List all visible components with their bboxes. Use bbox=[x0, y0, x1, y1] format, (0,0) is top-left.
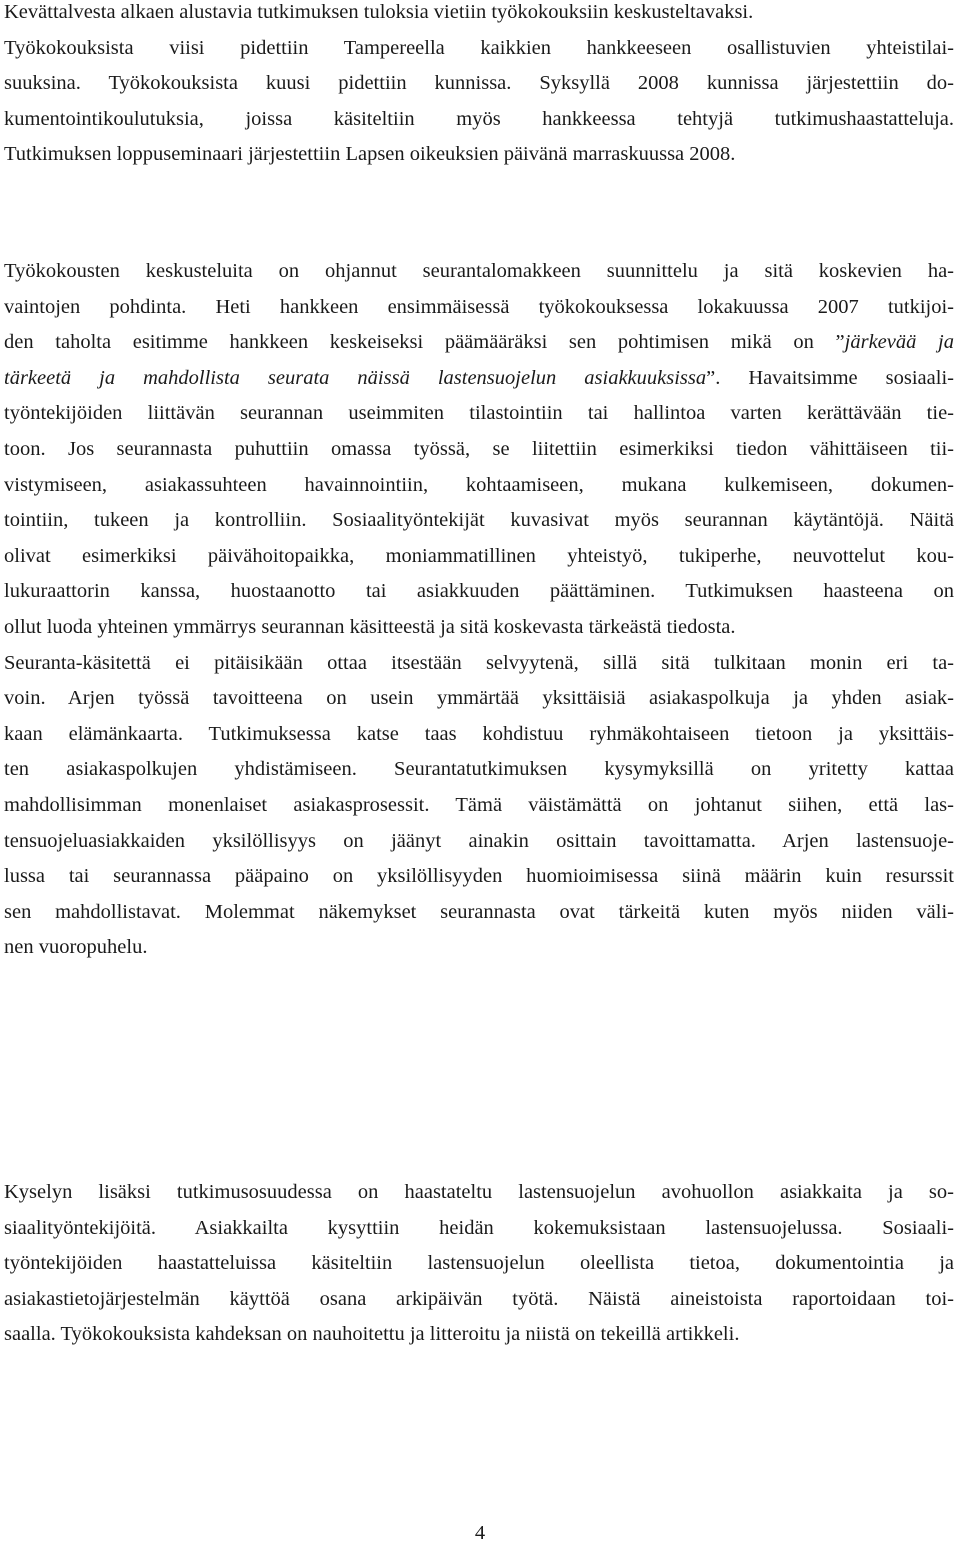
text-line: kumentointikoulutuksia, joissa käsiteltiin myös hankkeessa tehtyjä tutkimushaastatteluja. bbox=[4, 107, 954, 130]
text-line: voin. Arjen työssä tavoitteena on usein ymmärtää yksittäisiä asiakaspolkuja ja yhden asiak- bbox=[4, 687, 954, 710]
text-line bbox=[4, 325, 954, 361]
text-line: asiakastietojärjestelmän käyttöä osana arkipäivän työtä. Näistä aineistoista raportoidaan toi- bbox=[4, 1287, 954, 1310]
text-line: siaalityöntekijöitä. Asiakkailta kysyttiin heidän kokemuksistaan lastensuojelussa. Sosiaali- bbox=[4, 1216, 954, 1239]
text-segment: den taholta esitimme hankkeen keskeiseksi päämääräksi sen pohtimisen mikä on ” bbox=[4, 331, 845, 354]
paragraph-interviews bbox=[4, 1175, 954, 1353]
text-line: kaan elämänkaarta. Tutkimuksessa katse taas kohdistuu ryhmäkohtaiseen tietoon ja yksittäis- bbox=[4, 722, 954, 745]
text-line: sen mahdollistavat. Molemmat näkemykset seurannasta ovat tärkeitä kuten myös niiden väli- bbox=[4, 900, 954, 923]
text-line: ollut luoda yhteinen ymmärrys seurannan käsitteestä ja sitä koskevasta tärkeästä tiedosta. bbox=[4, 615, 736, 638]
text-line: Kyselyn lisäksi tutkimusosuudessa on haastateltu lastensuojelun avohuollon asiakkaita ja so- bbox=[4, 1181, 954, 1203]
text-line: vaintojen pohdinta. Heti hankkeen ensimmäisessä työkokouksessa lokakuussa 2007 tutkijoi- bbox=[4, 295, 954, 318]
paragraph-workshops bbox=[4, 0, 954, 173]
text-line: ten asiakaspolkujen yhdistämiseen. Seurantatutkimuksen kysymyksillä on yritetty kattaa bbox=[4, 758, 954, 781]
text-line: tensuojeluasiakkaiden yksilöllisyys on jäänyt ainakin osittain tavoittamatta. Arjen lastensuoje- bbox=[4, 829, 954, 852]
italic-segment: tärkeetä ja mahdollista seurata näissä lastensuojelun asiakkuuksissa bbox=[4, 366, 707, 389]
text-line: saalla. Työkokouksista kahdeksan on nauhoitettu ja litteroitu ja niistä on tekeillä artikkeli. bbox=[4, 1323, 740, 1346]
text-line: Työkokouksista viisi pidettiin Tampereella kaikkien hankkeeseen osallistuvien yhteistilai- bbox=[4, 36, 954, 59]
text-segment: ”. Havaitsimme sosiaali- bbox=[706, 366, 954, 389]
text-line bbox=[4, 361, 954, 397]
text-line: vistymiseen, asiakassuhteen havainnointiin, kohtaamiseen, mukana kulkemiseen, dokumen- bbox=[4, 473, 954, 496]
text-line: nen vuoropuhelu. bbox=[4, 936, 148, 959]
text-line: Seuranta-käsitettä ei pitäisikään ottaa itsestään selvyytenä, sillä sitä tulkitaan monin eri ta- bbox=[4, 651, 954, 674]
paragraph-discussions bbox=[4, 254, 954, 966]
text-line: Tutkimuksen loppuseminaari järjestettiin Lapsen oikeuksien päivänä marraskuussa 2008. bbox=[4, 143, 736, 166]
text-line: lukuraattorin kanssa, huostaanotto tai asiakkuuden päättäminen. Tutkimuksen haasteena on bbox=[4, 580, 954, 603]
text-line: tointiin, tukeen ja kontrolliin. Sosiaalityöntekijät kuvasivat myös seurannan käytäntöjä. Näitä bbox=[4, 509, 954, 532]
text-line: lussa tai seurannassa pääpaino on yksilöllisyyden huomioimisessa siinä määrin kuin resurssit bbox=[4, 865, 954, 888]
page-number: 4 bbox=[474, 1522, 486, 1544]
text-line: työntekijöiden liittävän seurannan useimmiten tilastointiin tai hallintoa varten kerättävään tie- bbox=[4, 402, 954, 425]
text-line: mahdollisimman monenlaiset asiakasprosessit. Tämä väistämättä on johtanut siihen, että las- bbox=[4, 793, 954, 816]
text-line: suuksina. Työkokouksista kuusi pidettiin kunnissa. Syksyllä 2008 kunnissa järjestettiin do- bbox=[4, 72, 954, 95]
italic-segment: järkevää ja bbox=[844, 331, 954, 354]
text-line: toon. Jos seurannasta puhuttiin omassa työssä, se liitettiin esimerkiksi tiedon vähittäiseen tii- bbox=[4, 437, 954, 460]
text-line: Kevättalvesta alkaen alustavia tutkimuksen tuloksia vietiin työkokouksiin keskusteltavaksi. bbox=[4, 1, 754, 23]
text-line: Työkokousten keskusteluita on ohjannut seurantalomakkeen suunnittelu ja sitä koskevien ha- bbox=[4, 260, 954, 282]
text-line: olivat esimerkiksi päivähoitopaikka, moniammatillinen yhteistyö, tukiperhe, neuvottelut kou- bbox=[4, 544, 954, 567]
text-line: työntekijöiden haastatteluissa käsiteltiin lastensuojelun oleellista tietoa, dokumentointia ja bbox=[4, 1252, 954, 1275]
